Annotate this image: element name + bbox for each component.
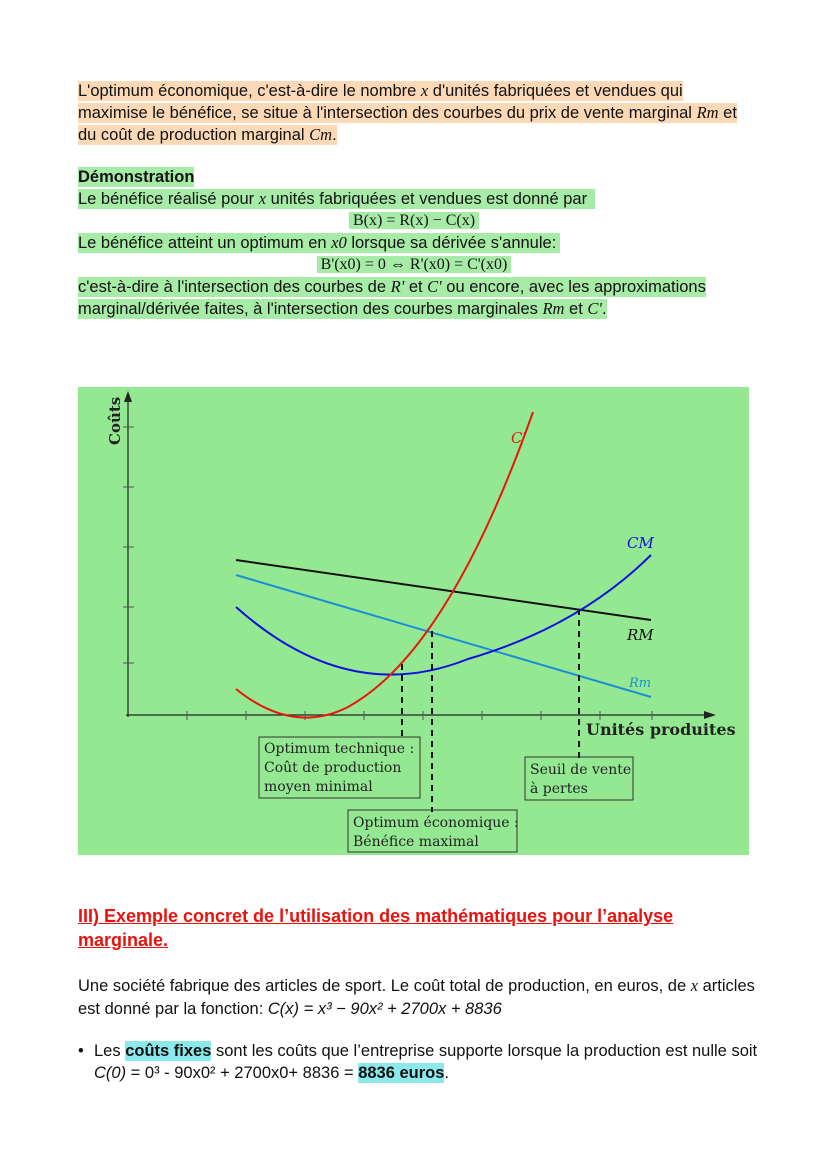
- label-rm-marginal: Rm: [629, 676, 652, 691]
- fixed-costs-result: 8836 euros: [358, 1064, 445, 1082]
- y-axis-arrow: [124, 391, 132, 402]
- fixed-costs-bullet: • Les coûts fixes sont les coûts que l’entreprise supporte lorsque la production est nulle soit C(0) = 0³ - 90x0² + 2700x0+ 8836 = 8836 euros.: [78, 1042, 758, 1082]
- axes: [126, 399, 708, 717]
- svg-text:à pertes: à pertes: [530, 781, 588, 797]
- bullet-dot: •: [78, 1042, 84, 1060]
- label-rm-average: RM: [627, 626, 654, 644]
- curve-c-prime: [236, 412, 533, 718]
- svg-text:Seuil de vente: Seuil de vente: [530, 762, 632, 778]
- marginal-analysis-graph: [78, 387, 749, 855]
- curve-rm-marginal: [236, 575, 651, 697]
- label-c-prime: C': [511, 429, 527, 447]
- cost-function: C(x) = x³ − 90x² + 2700x + 8836: [267, 1000, 502, 1018]
- label-cm: CM: [627, 534, 654, 552]
- svg-text:Optimum technique :: Optimum technique :: [264, 741, 415, 757]
- rm-symbol: Rm: [696, 103, 719, 122]
- box-seuil-vente-pertes: [525, 757, 633, 800]
- fixed-costs-highlight: coûts fixes: [125, 1042, 212, 1060]
- box-optimum-economique: [348, 810, 519, 852]
- formula-benefit: B(x) = R(x) − C(x): [349, 212, 479, 229]
- curve-rm-average: [236, 560, 651, 620]
- x-axis-arrow: [704, 711, 716, 719]
- x-axis-label: Unités produites: [586, 720, 736, 739]
- y-axis-label: Coûts: [106, 396, 124, 445]
- formula-derivative: B'(x0) = 0 ⇔ R'(x0) = C'(x0): [317, 256, 512, 273]
- box-optimum-technique: [259, 737, 420, 798]
- section-title: III) Exemple concret de l’utilisation des mathématiques pour l’analyse marginale.: [78, 906, 674, 950]
- curve-cm-average: [236, 555, 651, 675]
- intro-paragraph: L'optimum économique, c'est-à-dire le nombre x d'unités fabriquées et vendues qui maximise le bénéfice, se situe à l'intersection des courbes du prix de vente marginal Rm et du coût de production marginal Cm.: [78, 81, 737, 144]
- svg-text:moyen minimal: moyen minimal: [264, 779, 373, 795]
- svg-text:Optimum économique :: Optimum économique :: [353, 815, 519, 831]
- cm-symbol: Cm: [309, 125, 333, 144]
- svg-text:Bénéfice maximal: Bénéfice maximal: [353, 834, 479, 850]
- demo-heading: Démonstration: [78, 168, 195, 186]
- svg-text:Coût de production: Coût de production: [264, 760, 402, 776]
- example-paragraph: Une société fabrique des articles de sport. Le coût total de production, en euros, de x articles est donné par la fonction: C(x) = x³ − 90x² + 2700x + 8836: [78, 976, 755, 1018]
- demonstration-block: Démonstration Le bénéfice réalisé pour x unités fabriquées et vendues est donné par B(x) = R(x) − C(x) Le bénéfice atteint un optimum en x0 lorsque sa dérivée s'annule: B'(x0) = 0 ⇔ R'(x0) = C'(x0) c'est-à-dire à l'intersection des courbes de R' et C' ou encore, avec les approximations marginal/dérivée faites, à l'intersection des courbes marginales Rm et C'.: [78, 168, 706, 318]
